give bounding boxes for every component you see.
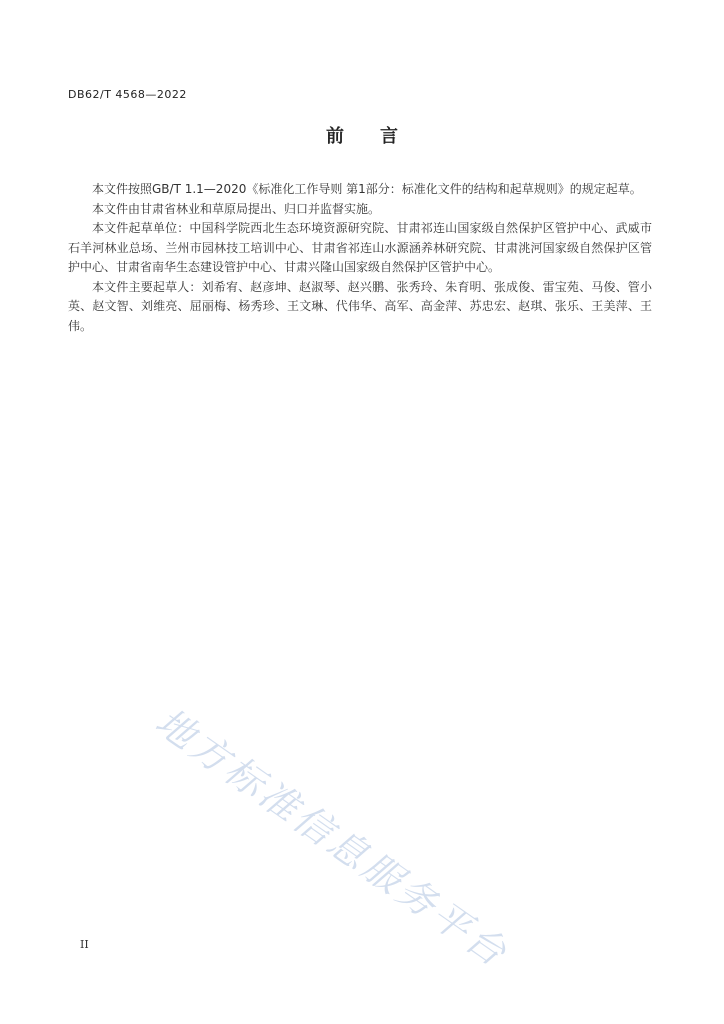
watermark: 地方标准信息服务平台	[147, 699, 517, 977]
standard-number: DB62/T 4568—2022	[68, 88, 187, 101]
page-title: 前言	[326, 126, 434, 147]
paragraph-drafting-units: 本文件起草单位：中国科学院西北生态环境资源研究院、甘肃祁连山国家级自然保护区管护中心、武威市石羊河林业总场、兰州市园林技工培训中心、甘肃省祁连山水源涵养林研究院、甘肃洮河国家级自然保护区管护中心、甘肃省南华生态建设管护中心、甘肃兴隆山国家级自然保护区管护中心。	[68, 221, 652, 274]
paragraph-drafting-rules: 本文件按照GB/T 1.1—2020《标准化工作导则 第1部分：标准化文件的结构和起草规则》的规定起草。	[92, 182, 642, 196]
foreword-body	[68, 180, 652, 336]
paragraph-drafters: 本文件主要起草人：刘希宥、赵彦坤、赵淑琴、赵兴鹏、张秀玲、朱育明、张成俊、雷宝苑、马俊、管小英、赵文智、刘维亮、屈丽梅、杨秀珍、王文琳、代伟华、高军、高金萍、苏忠宏、赵琪、张乐、王美萍、王伟。	[68, 279, 652, 333]
paragraph-proposer: 本文件由甘肃省林业和草原局提出、归口并监督实施。	[92, 201, 381, 216]
page-number: II	[80, 938, 89, 951]
